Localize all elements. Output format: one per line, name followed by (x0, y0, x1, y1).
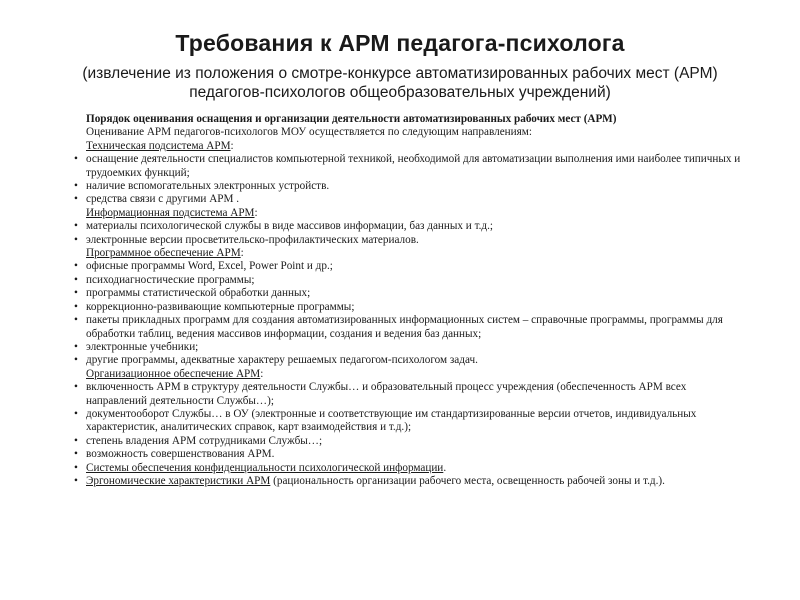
list-item: • электронные учебники; (86, 341, 750, 354)
list-item-tail: . (443, 461, 447, 474)
requirements-list (86, 140, 750, 489)
list-item: • средства связи с другими АРМ . (86, 193, 750, 206)
subsection-title (86, 140, 750, 153)
subtitle-line-1: (извлечение из положения о смотре-конкурсе автоматизированных рабочих мест (АРМ) (82, 65, 718, 82)
list-item: • коррекционно-развивающие компьютерные программы; (86, 301, 750, 314)
list-item (86, 462, 750, 475)
list-item (86, 475, 750, 488)
subsection-title (86, 247, 750, 260)
list-item: • пакеты прикладных программ для создания автоматизированных информационных систем – справочные программы, программы для обработки таблиц, ведения массивов информации, создания и ведения баз данных; (86, 314, 750, 341)
list-item-tail: (рациональность организации рабочего места, освещенность рабочей зоны и т.д.). (270, 474, 665, 487)
list-item: • материалы психологической службы в виде массивов информации, баз данных и т.д.; (86, 220, 750, 233)
list-item: • психодиагностические программы; (86, 274, 750, 287)
list-item: • включенность АРМ в структуру деятельности Службы… и образовательный процесс учреждения (обеспеченность АРМ всех направлений деятельности Службы…); (86, 381, 750, 408)
subsection-title-tail: : (254, 206, 258, 219)
page-title: Требования к АРМ педагога-психолога (175, 30, 625, 56)
list-item: • возможность совершенствования АРМ. (86, 448, 750, 461)
subsection-title-text: Организационное обеспечение АРМ (86, 367, 261, 380)
subtitle-line-2: педагогов-психологов общеобразовательных учреждений) (189, 84, 611, 101)
list-item: • программы статистической обработки данных; (86, 287, 750, 300)
subsection-title-tail: : (230, 139, 234, 152)
subsection-title (86, 207, 750, 220)
subsection-title-tail: : (260, 367, 264, 380)
list-item: • оснащение деятельности специалистов компьютерной техникой, необходимой для автоматизации выполнения ими наиболее типичных и трудоемких функций; (86, 153, 750, 180)
list-item: • степень владения АРМ сотрудниками Службы…; (86, 435, 750, 448)
subsection-title (86, 368, 750, 381)
list-item: • офисные программы Word, Excel, Power Point и др.; (86, 260, 750, 273)
list-item: • наличие вспомогательных электронных устройств. (86, 180, 750, 193)
subsection-title-tail: : (240, 247, 244, 260)
subsection-title-text: Техническая подсистема АРМ (86, 139, 231, 152)
list-item-section-text: Эргономические характеристики АРМ (86, 474, 271, 487)
list-item: • документооборот Службы… в ОУ (электронные и соответствующие им стандартизированные версии отчетов, индивидуальных характеристик, аналитических справок, карт взаимодействия и т.д.); (86, 408, 750, 435)
list-item: • другие программы, адекватные характеру решаемых педагогом-психологом задач. (86, 354, 750, 367)
intro-text: Оценивание АРМ педагогов-психологов МОУ осуществляется по следующим направлениям: (86, 126, 532, 139)
page-subtitle (40, 64, 760, 102)
section-heading: Порядок оценивания оснащения и организации деятельности автоматизированных рабочих мест (АРМ) (86, 113, 617, 125)
subsection-title-text: Программное обеспечение АРМ (86, 247, 241, 260)
list-item: • электронные версии просветительско-профилактических материалов. (86, 234, 750, 247)
subsection-title-text: Информационная подсистема АРМ (86, 206, 255, 219)
list-item-section-text: Системы обеспечения конфиденциальности психологической информации (86, 461, 444, 474)
document-body (86, 113, 750, 488)
